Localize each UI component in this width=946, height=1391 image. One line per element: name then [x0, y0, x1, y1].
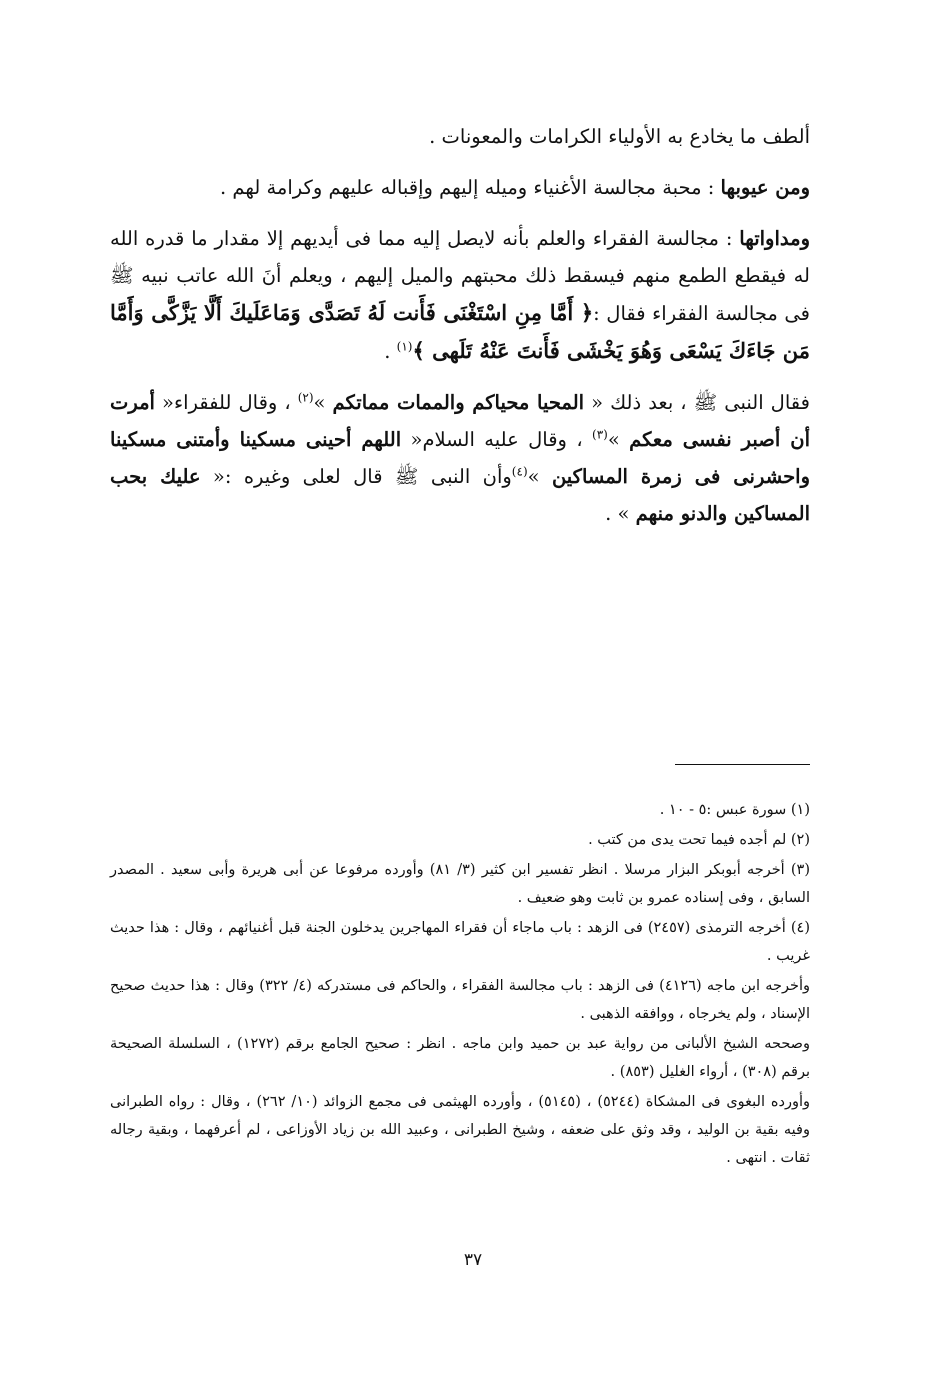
- paragraph-4: [110, 384, 810, 532]
- paragraph-2-lead: ومن عيوبها: [720, 176, 810, 199]
- footnote-ref-3[interactable]: (٣): [592, 427, 608, 442]
- paragraph-4-seg-1: فقال النبى ﷺ ، بعد ذلك «: [584, 391, 810, 414]
- hadith-2: أمرت أن أصبر نفسى معكم: [110, 391, 810, 451]
- footnote-1: (١) سورة عبس :٥ - ١٠ .: [659, 802, 810, 818]
- paragraph-2-text: : محبة مجالسة الأغنياء وميله إليهم وإقباله عليهم وكرامة لهم .: [219, 176, 721, 199]
- paragraph-1: [110, 118, 810, 155]
- footnote-4-cont-3: وأورده البغوى فى المشكاة (٥٢٤٤) ، (٥١٤٥) ، وأورده الهيثمى فى مجمع الزوائد (١٠/ ٢٦٢) ، وقال : رواه الطبرانى وفيه بقية بن الوليد ، وقد وثق على ضعفه ، وشيخ الطبرانى ، وعبيد الله بن زياد الأوزاعى ، لم أعرفهما ، وبقية رجاله ثقات . انتهى .: [110, 1094, 810, 1166]
- footnote-3: (٣) أخرجه أبوبكر البزار مرسلا . انظر تفسير ابن كثير (٣/ ٨١) وأورده مرفوعا عن أبى هريرة وأبى سعيد . المصدر السابق ، وفى إسناده عمرو بن ثابت وهو ضعيف .: [110, 862, 810, 906]
- main-text: [110, 118, 810, 546]
- paragraph-1-text: ألطف ما يخادع به الأولياء الكرامات والمعونات .: [429, 125, 810, 148]
- hadith-4: عليك بحب المساكين والدنو منهم: [110, 465, 810, 525]
- footnote-4-cont-1: وأخرجه ابن ماجه (٤١٢٦) فى الزهد : باب مجالسة الفقراء ، والحاكم فى مستدركه (٤/ ٣٢٢) وقال : هذا حديث صحيح الإسناد ، ولم يخرجاه ، ووافقه الذهبى .: [110, 978, 810, 1022]
- hadith-3: اللهم أحينى مسكينا وأمتنى مسكينا واحشرنى فى زمرة المساكين: [110, 428, 810, 488]
- footnote-ref-4[interactable]: (٤): [511, 464, 528, 479]
- paragraph-4-seg-3: ، وقال للفقراء«: [154, 391, 298, 414]
- footnote-4-cont-2: وصححه الشيخ الألبانى من رواية عبد بن حميد وابن ماجه . انظر : صحيح الجامع برقم (١٢٧٢) ، السلسلة الصحيحة برقم (٣٠٨) ، أرواء الغليل (٨٥٣) .: [110, 1036, 810, 1080]
- paragraph-2: [110, 169, 810, 206]
- paragraph-4-seg-8: » .: [605, 502, 636, 525]
- paragraph-4-seg-4: »: [607, 428, 630, 451]
- paragraph-4-seg-7: وأن النبى ﷺ قال لعلى وغيره :«: [200, 465, 512, 488]
- footnotes: [110, 796, 810, 1174]
- paragraph-4-seg-5: ، وقال عليه السلام«: [401, 428, 593, 451]
- footnote-ref-1[interactable]: (١): [396, 339, 413, 354]
- page-number: ٣٧: [463, 1250, 483, 1270]
- paragraph-3: [110, 220, 810, 370]
- footnote-divider: [675, 764, 810, 765]
- footnote-ref-2[interactable]: (٢): [297, 390, 314, 405]
- quran-verse: ﴿ أَمَّا مِنِ اسْتَغْنَى فَأَنت لَهُ تَصَدَّى وَمَاعَلَيكَ أَلَّا يَزَّكَّى وَأَمَّا مَن جَاءَكَ يَسْعَى وَهُوَ يَخْشَى فَأَنتَ عَنْهُ تَلَهى ﴾: [110, 300, 810, 363]
- paragraph-3-end: .: [384, 340, 397, 363]
- hadith-1: المحيا محياكم والممات مماتكم: [332, 391, 585, 414]
- paragraph-3-text: : مجالسة الفقراء والعلم بأنه لايصل إليه مما فى أيديهم إلا مقدار ما قدره الله له فيقطع الطمع منهم فيسقط ذلك محبتهم والميل إليهم ، ويعلم أنَ الله عاتب نبيه ﷺ فى مجالسة الفقراء فقال :: [110, 227, 811, 325]
- footnote-4: (٤) أخرجه الترمذى (٢٤٥٧) فى الزهد : باب ماجاء أن فقراء المهاجرين يدخلون الجنة قبل أغنيائهم ، وقال : هذا حديث غريب .: [110, 920, 810, 964]
- paragraph-3-lead: ومداواتها: [739, 227, 810, 250]
- paragraph-4-seg-6: »: [527, 465, 552, 488]
- paragraph-4-seg-2: »: [313, 391, 333, 414]
- footnote-2: (٢) لم أجده فيما تحت يدى من كتب .: [588, 832, 810, 848]
